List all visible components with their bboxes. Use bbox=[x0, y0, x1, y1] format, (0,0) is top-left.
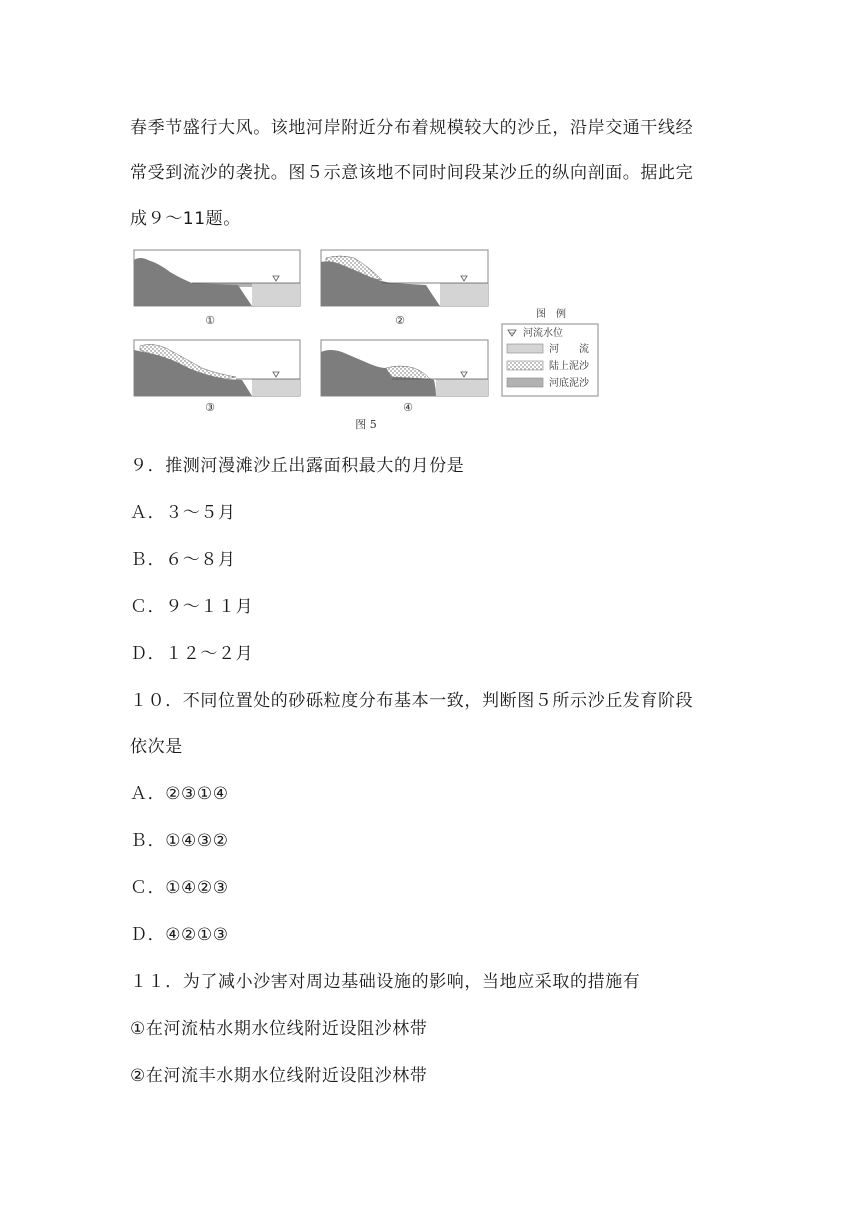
figure-5 bbox=[130, 246, 604, 436]
river-water bbox=[252, 379, 300, 396]
intro-line-2: 常受到流沙的袭扰。图５示意该地不同时间段某沙丘的纵向剖面。据此完 bbox=[130, 163, 694, 183]
profile-panel-1 bbox=[134, 250, 300, 327]
panel-label-4: ④ bbox=[403, 401, 413, 414]
q9-option-d: Ｄ．１２～２月 bbox=[130, 644, 254, 664]
q9-stem: ９．推测河漫滩沙丘出露面积最大的月份是 bbox=[130, 456, 465, 476]
panel-label-2: ② bbox=[395, 314, 405, 327]
river-water bbox=[252, 283, 300, 306]
q10-option-d: Ｄ．④②①③ bbox=[130, 925, 229, 945]
q10-option-b: Ｂ．①④③② bbox=[130, 831, 229, 851]
q11-statement-2: ②在河流丰水期水位线附近设阻沙林带 bbox=[130, 1066, 428, 1086]
legend-river-swatch bbox=[507, 344, 543, 353]
q11-statement-1: ①在河流枯水期水位线附近设阻沙林带 bbox=[130, 1019, 428, 1039]
profile-panel-4 bbox=[321, 340, 488, 414]
legend-bed-sand-swatch bbox=[507, 378, 543, 387]
legend-land-sand-swatch bbox=[507, 361, 543, 370]
legend-bed-sand-label: 河底泥沙 bbox=[549, 378, 589, 389]
q10-option-a: Ａ．②③①④ bbox=[130, 784, 229, 804]
profile-panel-3 bbox=[134, 340, 300, 414]
legend-river-label: 河 流 bbox=[549, 344, 589, 355]
river-water bbox=[440, 283, 488, 306]
intro-line-3: 成９～11题。 bbox=[130, 209, 241, 229]
profile-panel-2 bbox=[321, 250, 488, 327]
legend bbox=[502, 307, 598, 396]
q9-option-b: Ｂ．６～８月 bbox=[130, 550, 236, 570]
legend-title: 图 例 bbox=[536, 309, 566, 320]
q11-stem: １１．为了减小沙害对周边基础设施的影响，当地应采取的措施有 bbox=[130, 972, 641, 992]
panel-label-3: ③ bbox=[205, 401, 215, 414]
q9-option-c: Ｃ．９～１１月 bbox=[130, 597, 254, 617]
river-water bbox=[436, 379, 488, 396]
figure-caption: 图 5 bbox=[355, 418, 377, 431]
q10-stem-line-2: 依次是 bbox=[130, 737, 183, 757]
q10-stem-line-1: １０．不同位置处的砂砾粒度分布基本一致，判断图５所示沙丘发育阶段 bbox=[130, 691, 694, 711]
q9-option-a: Ａ．３～５月 bbox=[130, 503, 236, 523]
figure-5-svg bbox=[130, 246, 604, 436]
panel-label-1: ① bbox=[205, 314, 215, 327]
q10-option-c: Ｃ．①④②③ bbox=[130, 878, 229, 898]
legend-water-level-label: 河流水位 bbox=[523, 328, 563, 339]
intro-line-1: 春季节盛行大风。该地河岸附近分布着规模较大的沙丘，沿岸交通干线经 bbox=[130, 118, 694, 138]
legend-land-sand-label: 陆上泥沙 bbox=[549, 361, 589, 372]
